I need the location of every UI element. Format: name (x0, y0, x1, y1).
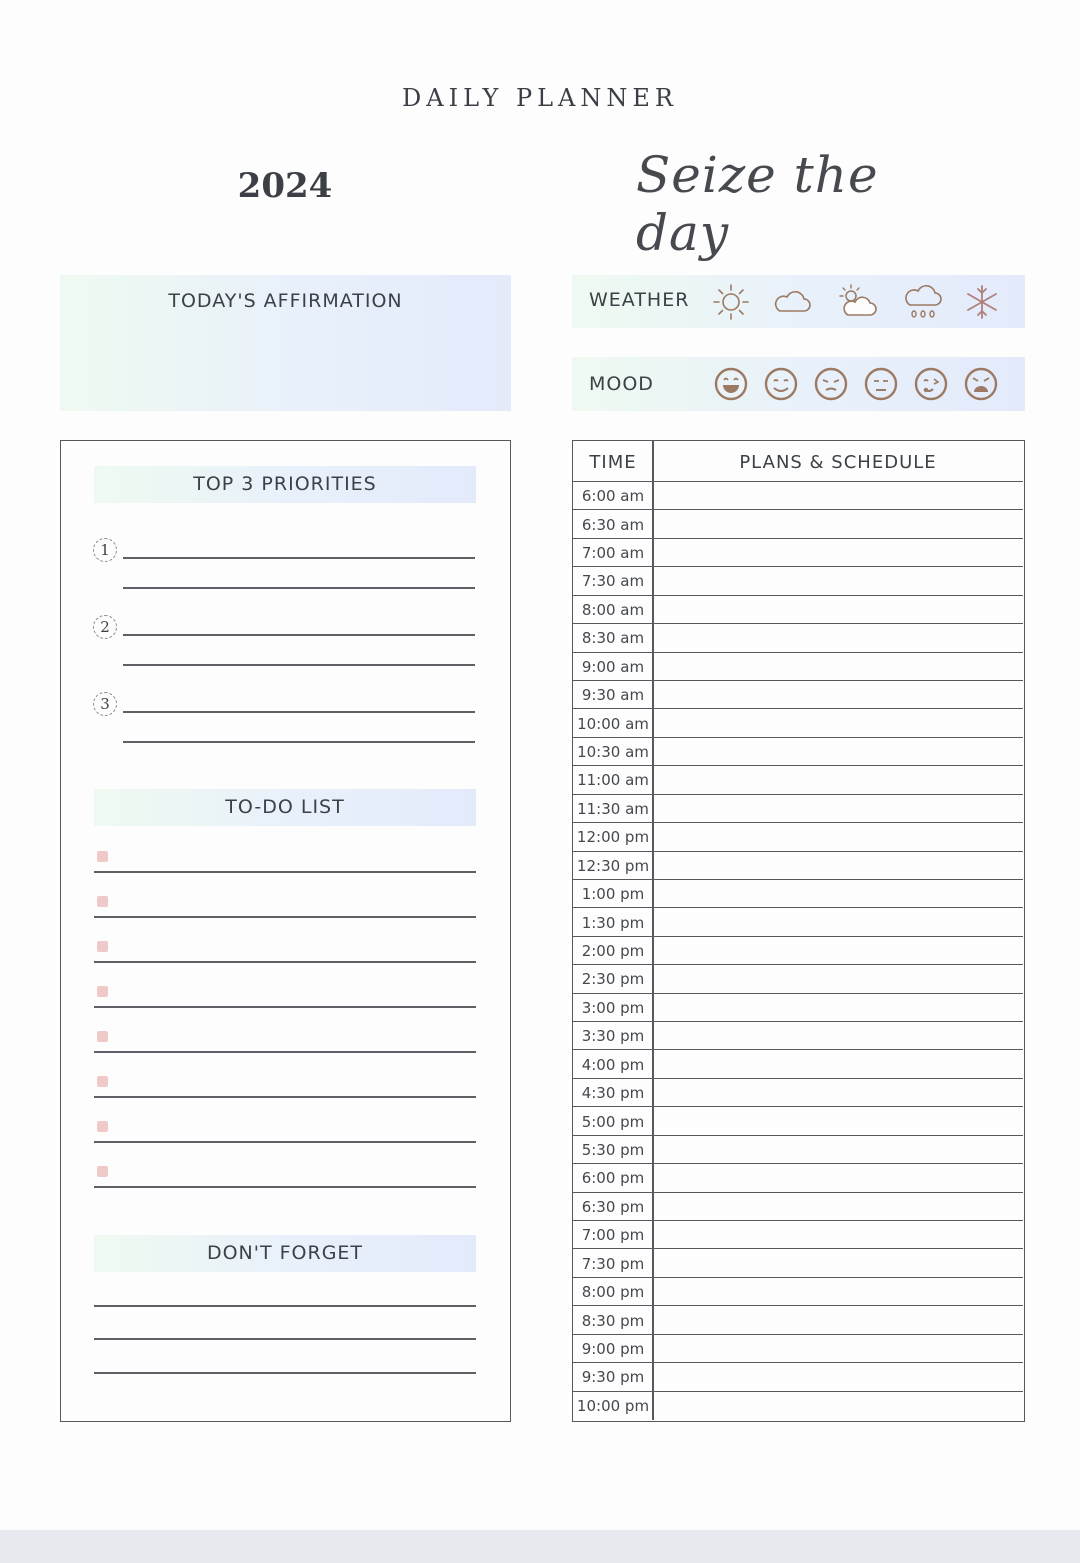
schedule-row[interactable] (573, 1363, 1023, 1391)
schedule-row[interactable] (573, 1306, 1023, 1334)
priority-line[interactable] (123, 741, 475, 743)
priority-line[interactable] (123, 664, 475, 666)
time-slot-label: 2:30 pm (581, 970, 645, 989)
time-slot-label: 9:30 pm (581, 1368, 645, 1387)
todo-line[interactable] (94, 1051, 476, 1053)
time-slot-label: 9:30 am (581, 686, 645, 705)
mood-label: MOOD (589, 373, 654, 395)
cloud-icon[interactable] (771, 281, 813, 323)
dont-forget-line[interactable] (94, 1338, 476, 1340)
page-title: DAILY PLANNER (402, 84, 678, 112)
schedule-row[interactable] (573, 852, 1023, 880)
priority-line[interactable] (123, 634, 475, 636)
time-slot-label: 10:00 pm (576, 1396, 650, 1415)
schedule-row[interactable] (573, 681, 1023, 709)
todo-checkbox[interactable] (97, 1031, 108, 1042)
schedule-row[interactable] (573, 539, 1023, 567)
schedule-row[interactable] (573, 482, 1023, 510)
schedule-row[interactable] (573, 1022, 1023, 1050)
laughing-face-icon[interactable] (712, 365, 750, 403)
time-slot-label: 10:30 am (577, 743, 649, 762)
time-slot-label: 6:00 am (581, 487, 645, 506)
schedule-row[interactable] (573, 880, 1023, 908)
schedule-row[interactable] (573, 709, 1023, 737)
todo-checkbox[interactable] (97, 1166, 108, 1177)
todo-header (94, 789, 476, 826)
year-label: 2024 (237, 166, 333, 206)
snowflake-icon[interactable] (961, 281, 1003, 323)
time-slot-label: 8:30 pm (581, 1311, 645, 1330)
time-slot-label: 7:00 am (581, 544, 645, 563)
todo-label: TO-DO LIST (225, 796, 345, 818)
time-slot-label: 8:00 pm (581, 1283, 645, 1302)
schedule-row[interactable] (573, 908, 1023, 936)
todo-line[interactable] (94, 1096, 476, 1098)
schedule-row[interactable] (573, 1392, 1023, 1420)
todo-checkbox[interactable] (97, 986, 108, 997)
time-slot-label: 11:00 am (577, 771, 649, 790)
todo-line[interactable] (94, 1006, 476, 1008)
schedule-row[interactable] (573, 567, 1023, 595)
time-slot-label: 8:30 am (581, 629, 645, 648)
schedule-row[interactable] (573, 1193, 1023, 1221)
schedule-row[interactable] (573, 1278, 1023, 1306)
schedule-row[interactable] (573, 823, 1023, 851)
schedule-row[interactable] (573, 965, 1023, 993)
schedule-row[interactable] (573, 1249, 1023, 1277)
left-column-box (60, 440, 511, 1422)
schedule-header (573, 441, 1023, 482)
time-column-header: TIME (589, 452, 637, 473)
schedule-row[interactable] (573, 596, 1023, 624)
script-tagline (636, 128, 976, 262)
todo-line[interactable] (94, 1141, 476, 1143)
mood-row (572, 357, 1025, 411)
time-slot-label: 2:00 pm (581, 941, 645, 960)
time-slot-label: 9:00 pm (581, 1339, 645, 1358)
column-divider (652, 441, 654, 1420)
time-slot-label: 12:00 pm (576, 828, 650, 847)
priority-number-3: 3 (93, 692, 117, 716)
todo-line[interactable] (94, 1186, 476, 1188)
time-slot-label: 7:30 pm (581, 1254, 645, 1273)
tagline-text: Seize the day (636, 146, 879, 262)
time-slot-label: 1:30 pm (581, 913, 645, 932)
schedule-row[interactable] (573, 795, 1023, 823)
priority-line[interactable] (123, 587, 475, 589)
todo-checkbox[interactable] (97, 1076, 108, 1087)
schedule-row[interactable] (573, 1079, 1023, 1107)
schedule-row[interactable] (573, 738, 1023, 766)
dont-forget-line[interactable] (94, 1305, 476, 1307)
time-slot-label: 4:00 pm (581, 1055, 645, 1074)
weather-row (572, 275, 1025, 328)
time-slot-label: 10:00 am (577, 714, 649, 733)
time-slot-label: 8:00 am (581, 600, 645, 619)
partly-cloudy-icon[interactable] (836, 281, 878, 323)
time-slot-label: 3:00 pm (581, 998, 645, 1017)
bottom-strip (0, 1530, 1080, 1563)
todo-line[interactable] (94, 871, 476, 873)
time-slot-label: 5:30 pm (581, 1140, 645, 1159)
schedule-row[interactable] (573, 766, 1023, 794)
time-slot-label: 6:00 pm (581, 1169, 645, 1188)
time-slot-label: 11:30 am (577, 799, 649, 818)
schedule-row[interactable] (573, 653, 1023, 681)
affirmation-label: TODAY'S AFFIRMATION (168, 290, 403, 312)
time-slot-label: 3:30 pm (581, 1027, 645, 1046)
time-slot-label: 12:30 pm (576, 856, 650, 875)
dont-forget-header (94, 1235, 476, 1272)
schedule-row[interactable] (573, 994, 1023, 1022)
schedule-row[interactable] (573, 624, 1023, 652)
schedule-row[interactable] (573, 1335, 1023, 1363)
schedule-table (572, 440, 1025, 1422)
schedule-row[interactable] (573, 1136, 1023, 1164)
todo-checkbox[interactable] (97, 896, 108, 907)
priority-line[interactable] (123, 557, 475, 559)
sun-icon[interactable] (710, 281, 752, 323)
priorities-header (94, 466, 476, 503)
todo-checkbox[interactable] (97, 1121, 108, 1132)
time-slot-label: 1:00 pm (581, 885, 645, 904)
neutral-face-icon[interactable] (812, 365, 850, 403)
time-slot-label: 6:30 pm (581, 1197, 645, 1216)
schedule-row[interactable] (573, 1050, 1023, 1078)
schedule-row[interactable] (573, 510, 1023, 538)
todo-checkbox[interactable] (97, 851, 108, 862)
sleepy-face-icon[interactable] (862, 365, 900, 403)
time-slot-label: 4:30 pm (581, 1084, 645, 1103)
plans-column-header: PLANS & SCHEDULE (739, 452, 937, 473)
todo-checkbox[interactable] (97, 941, 108, 952)
time-slot-label: 5:00 pm (581, 1112, 645, 1131)
winking-face-icon[interactable] (912, 365, 950, 403)
affirmation-box[interactable] (60, 275, 511, 411)
priorities-label: TOP 3 PRIORITIES (193, 473, 377, 495)
schedule-row[interactable] (573, 1221, 1023, 1249)
time-slot-label: 6:30 am (581, 515, 645, 534)
time-slot-label: 9:00 am (581, 657, 645, 676)
todo-line[interactable] (94, 961, 476, 963)
happy-face-icon[interactable] (762, 365, 800, 403)
priority-line[interactable] (123, 711, 475, 713)
dont-forget-label: DON'T FORGET (206, 1242, 364, 1264)
time-slot-label: 7:00 pm (581, 1226, 645, 1245)
priority-number-1: 1 (93, 538, 117, 562)
todo-line[interactable] (94, 916, 476, 918)
dont-forget-line[interactable] (94, 1372, 476, 1374)
schedule-row[interactable] (573, 1107, 1023, 1135)
time-slot-label: 7:30 am (581, 572, 645, 591)
priority-number-2: 2 (93, 615, 117, 639)
rain-icon[interactable] (902, 281, 944, 323)
schedule-row[interactable] (573, 937, 1023, 965)
weather-label: WEATHER (589, 289, 690, 311)
schedule-row[interactable] (573, 1164, 1023, 1192)
upset-face-icon[interactable] (962, 365, 1000, 403)
